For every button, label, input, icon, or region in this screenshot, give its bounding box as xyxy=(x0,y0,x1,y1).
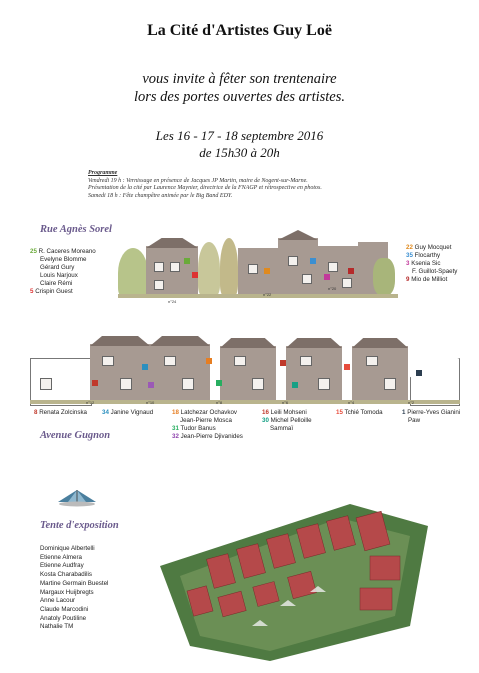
marker-18 xyxy=(206,358,212,364)
marker-15 xyxy=(344,364,350,370)
artist-entry: 1 Pierre-Yves Gianini xyxy=(402,409,461,416)
shrub-icon xyxy=(373,258,395,296)
programme-line-2: Présentation de la cité par Laurence Maynier, directrice de la FNAGP et rétrospective en photos. xyxy=(88,185,322,192)
artist-entry: Louis Narjoux xyxy=(40,272,78,279)
house-number: n°4 xyxy=(348,400,355,405)
avenue-col-2 xyxy=(102,409,153,417)
window xyxy=(342,278,352,288)
rue-agnes-sorel-title: Rue Agnès Sorel xyxy=(40,224,112,235)
marker-3 xyxy=(324,274,330,280)
artist-entry: 15 Tchié Tomoda xyxy=(336,409,383,416)
marker-8 xyxy=(92,380,98,386)
window xyxy=(328,262,338,272)
artist-entry: 30 Michel Pelloille xyxy=(262,417,312,424)
window xyxy=(182,378,194,390)
artist-entry: Sammaï xyxy=(270,425,294,432)
tree-icon xyxy=(118,248,148,298)
roof xyxy=(278,230,318,240)
marker-30 xyxy=(292,382,298,388)
artist-entry: 32 Jean-Pierre Djivanides xyxy=(172,433,243,440)
house-number: n°8 xyxy=(216,400,223,405)
house-number: n°12 xyxy=(86,400,95,405)
dates-line-1: Les 16 - 17 - 18 septembre 2016 xyxy=(155,128,324,143)
artist-entry: Etienne Audfray xyxy=(40,562,84,570)
avenue-buildings-illustration xyxy=(30,334,460,406)
invite-line-2: lors des portes ouvertes des artistes. xyxy=(133,89,346,105)
artist-entry: Dominique Albertelli xyxy=(40,545,95,552)
tente-exposition-title: Tente d'exposition xyxy=(40,520,119,531)
avenue-col-3 xyxy=(172,409,243,441)
window xyxy=(234,356,246,366)
event-dates xyxy=(0,127,479,161)
avenue-col-4 xyxy=(262,409,312,433)
artist-entry: 8 Renata Zolcinska xyxy=(34,409,87,416)
poster-title: La Cité d'Artistes Guy Loë xyxy=(147,22,332,39)
artist-entry: Margaux Huijbregts xyxy=(40,588,94,596)
roof xyxy=(352,338,408,348)
house-number: n°24 xyxy=(168,299,177,304)
marker-31 xyxy=(216,380,222,386)
rue-left-artists xyxy=(30,248,120,296)
dates-line-2: de 15h30 à 20h xyxy=(199,145,280,160)
artist-entry: Anne Lacour xyxy=(40,597,76,605)
house-number: n°6 xyxy=(282,400,289,405)
artist-entry: Kosta Charabadilis xyxy=(40,571,92,579)
programme-title: Programme xyxy=(88,170,118,176)
window xyxy=(102,356,114,366)
programme-line-1: Vendredi 19 h : Vernissage en présence de Jacques JP Martin, maire de Nogent-sur-Marne. xyxy=(88,177,308,184)
invite-line-1: vous invite à fêter son trentenaire xyxy=(142,71,337,87)
programme-line-3: Samedi 18 h : Fête champêtre animée par le Big Band EDY. xyxy=(88,192,233,199)
avenue-col-5 xyxy=(336,409,383,417)
window xyxy=(120,378,132,390)
roof xyxy=(286,338,342,348)
rue-right-artists xyxy=(406,244,478,284)
artist-entry: F. Guillot-Spaety xyxy=(412,268,458,275)
window xyxy=(366,356,378,366)
roof xyxy=(150,336,210,346)
invitation-text xyxy=(0,70,479,106)
marker-35 xyxy=(310,258,316,264)
building-outline xyxy=(410,358,460,406)
artist-entry: 18 Latchezar Ochavkov xyxy=(172,409,238,416)
window xyxy=(248,264,258,274)
marker-22 xyxy=(264,268,270,274)
house-number: n°22 xyxy=(263,292,272,297)
marker-16 xyxy=(280,360,286,366)
ground xyxy=(118,294,398,298)
artist-entry: Claude Marcodini xyxy=(40,605,89,613)
building xyxy=(278,238,318,296)
building xyxy=(150,344,210,404)
avenue-gugnon-title: Avenue Gugnon xyxy=(40,430,111,441)
house-number: n°10 xyxy=(146,400,155,405)
roof xyxy=(146,238,198,248)
window xyxy=(318,378,330,390)
building xyxy=(90,344,150,404)
artist-entry: 16 Leili Mohseni xyxy=(262,409,307,416)
window xyxy=(164,356,176,366)
tree-icon xyxy=(220,238,238,296)
artist-entry: Anatoly Poutiline xyxy=(40,614,87,622)
window xyxy=(154,262,164,272)
artist-entry: 22 Guy Mocquet xyxy=(406,244,452,251)
artist-entry: Gérard Gury xyxy=(40,264,75,271)
avenue-col-6 xyxy=(402,409,460,425)
artist-entry: Evelyne Blomme xyxy=(40,256,87,263)
artist-entry: 35 Flocarthy xyxy=(406,252,441,259)
tente-artists-list xyxy=(40,545,108,632)
window xyxy=(170,262,180,272)
tree-icon xyxy=(198,242,220,296)
window xyxy=(154,280,164,290)
artist-entry: 34 Janine Vignaud xyxy=(102,409,154,416)
window xyxy=(252,378,264,390)
marker-32 xyxy=(148,382,154,388)
aerial-view-image xyxy=(160,496,428,666)
programme-block xyxy=(88,170,408,200)
window xyxy=(302,274,312,284)
artist-entry: Jean-Pierre Mosca xyxy=(180,417,232,424)
marker-5 xyxy=(192,272,198,278)
window xyxy=(300,356,312,366)
artist-entry: Etienne Almera xyxy=(40,553,82,561)
artist-entry: 25 R. Caceres Moreano xyxy=(30,248,96,255)
marker-34 xyxy=(142,364,148,370)
avenue-col-1 xyxy=(34,409,87,417)
window xyxy=(40,378,52,390)
building xyxy=(286,346,342,404)
tent-icon xyxy=(56,488,98,508)
artist-entry: Paw xyxy=(408,417,421,424)
artist-entry: Nathalie TM xyxy=(40,623,74,631)
artist-entry: 9 Mio de Milliot xyxy=(406,276,448,283)
building xyxy=(220,346,276,404)
ground xyxy=(30,400,460,404)
rue-buildings-illustration xyxy=(118,228,398,303)
artist-entry: 3 Ksenia Sic xyxy=(406,260,441,267)
artist-entry: 31 Tudor Banus xyxy=(172,425,216,432)
house-number: n°20 xyxy=(328,286,337,291)
marker-9 xyxy=(348,268,354,274)
roof xyxy=(220,338,276,348)
window xyxy=(288,256,298,266)
artist-entry: Martine Germain Buestel xyxy=(40,579,109,587)
building xyxy=(238,248,278,296)
house-number: n°2 xyxy=(408,400,415,405)
artist-entry: 5 Crispin Guest xyxy=(30,288,73,295)
window xyxy=(384,378,396,390)
roof xyxy=(90,336,150,346)
marker-25 xyxy=(184,258,190,264)
marker-1 xyxy=(416,370,422,376)
artist-entry: Claire Rémi xyxy=(40,280,73,287)
building xyxy=(352,346,408,404)
